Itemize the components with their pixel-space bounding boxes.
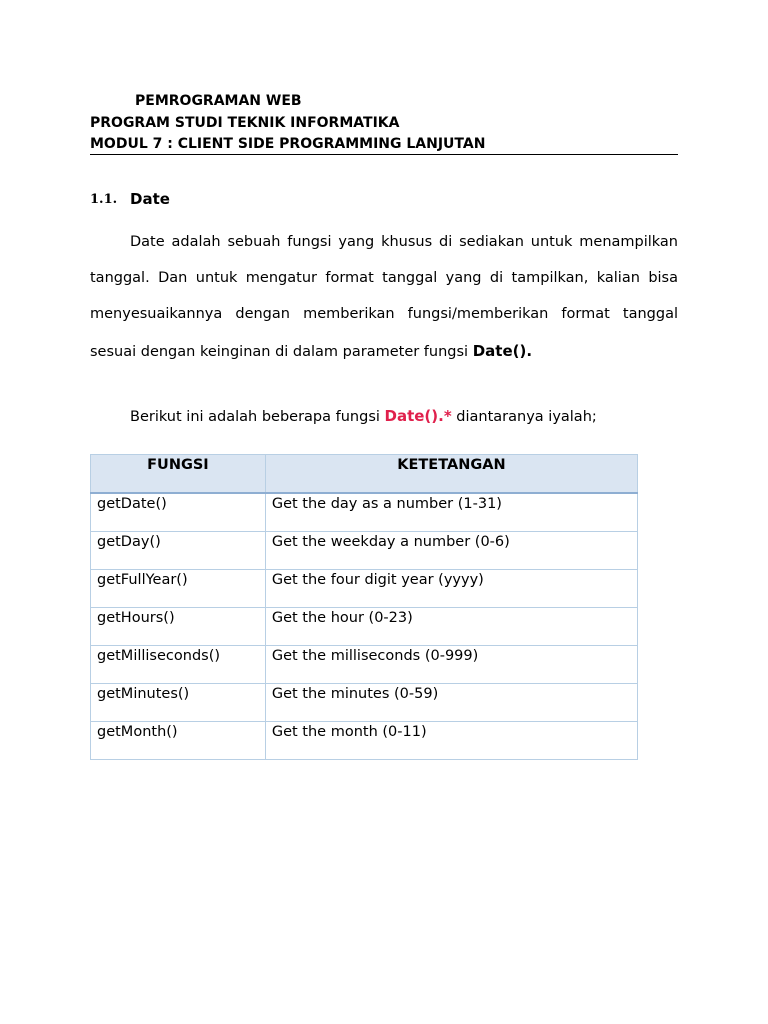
body-paragraph bbox=[90, 224, 678, 370]
section-number: 1.1. bbox=[90, 192, 118, 207]
course-title: PEMROGRAMAN WEB bbox=[135, 93, 302, 109]
function-table bbox=[90, 454, 638, 760]
function-description: Get the four digit year (yyyy) bbox=[265, 570, 637, 608]
table-row bbox=[91, 684, 638, 722]
header-divider bbox=[90, 154, 678, 155]
header-ketetangan bbox=[265, 455, 637, 494]
function-name: getFullYear() bbox=[91, 570, 266, 608]
function-name: getDate() bbox=[91, 493, 266, 532]
intro-after: diantaranya iyalah; bbox=[451, 409, 597, 425]
function-description: Get the weekday a number (0-6) bbox=[265, 532, 637, 570]
table-row bbox=[91, 532, 638, 570]
table-intro bbox=[130, 405, 597, 428]
function-description: Get the milliseconds (0-999) bbox=[265, 646, 637, 684]
header-fungsi bbox=[91, 455, 266, 494]
header-ketetangan-label: KETETANGAN bbox=[397, 457, 506, 473]
document-page bbox=[90, 0, 678, 1024]
function-description: Get the month (0-11) bbox=[265, 722, 637, 760]
program-title: PROGRAM STUDI TEKNIK INFORMATIKA bbox=[90, 115, 400, 131]
table-row bbox=[91, 493, 638, 532]
table-row bbox=[91, 646, 638, 684]
function-description: Get the hour (0-23) bbox=[265, 608, 637, 646]
table-header-row bbox=[91, 455, 638, 494]
function-name: getMonth() bbox=[91, 722, 266, 760]
intro-highlight: Date().* bbox=[384, 407, 452, 425]
header-fungsi-label: FUNGSI bbox=[147, 457, 209, 473]
function-name: getMilliseconds() bbox=[91, 646, 266, 684]
table-row bbox=[91, 570, 638, 608]
table-row bbox=[91, 608, 638, 646]
table-row bbox=[91, 722, 638, 760]
function-name: getMinutes() bbox=[91, 684, 266, 722]
function-description: Get the minutes (0-59) bbox=[265, 684, 637, 722]
intro-before: Berikut ini adalah beberapa fungsi bbox=[130, 409, 385, 425]
function-name: getDay() bbox=[91, 532, 266, 570]
function-name: getHours() bbox=[91, 608, 266, 646]
paragraph-emphasis: Date(). bbox=[472, 341, 533, 360]
module-title: MODUL 7 : CLIENT SIDE PROGRAMMING LANJUTAN bbox=[90, 136, 486, 152]
section-title: Date bbox=[130, 190, 170, 208]
function-description: Get the day as a number (1-31) bbox=[265, 493, 637, 532]
paragraph-text: Date adalah sebuah fungsi yang khusus di sediakan untuk menampilkan tanggal. Dan untuk mengatur format tanggal yang di tampilkan, kalian bisa menyesuaikannya dengan memberikan fungsi/memberikan format tanggal sesuai dengan keinginan di dalam parameter fungsi bbox=[90, 234, 678, 360]
